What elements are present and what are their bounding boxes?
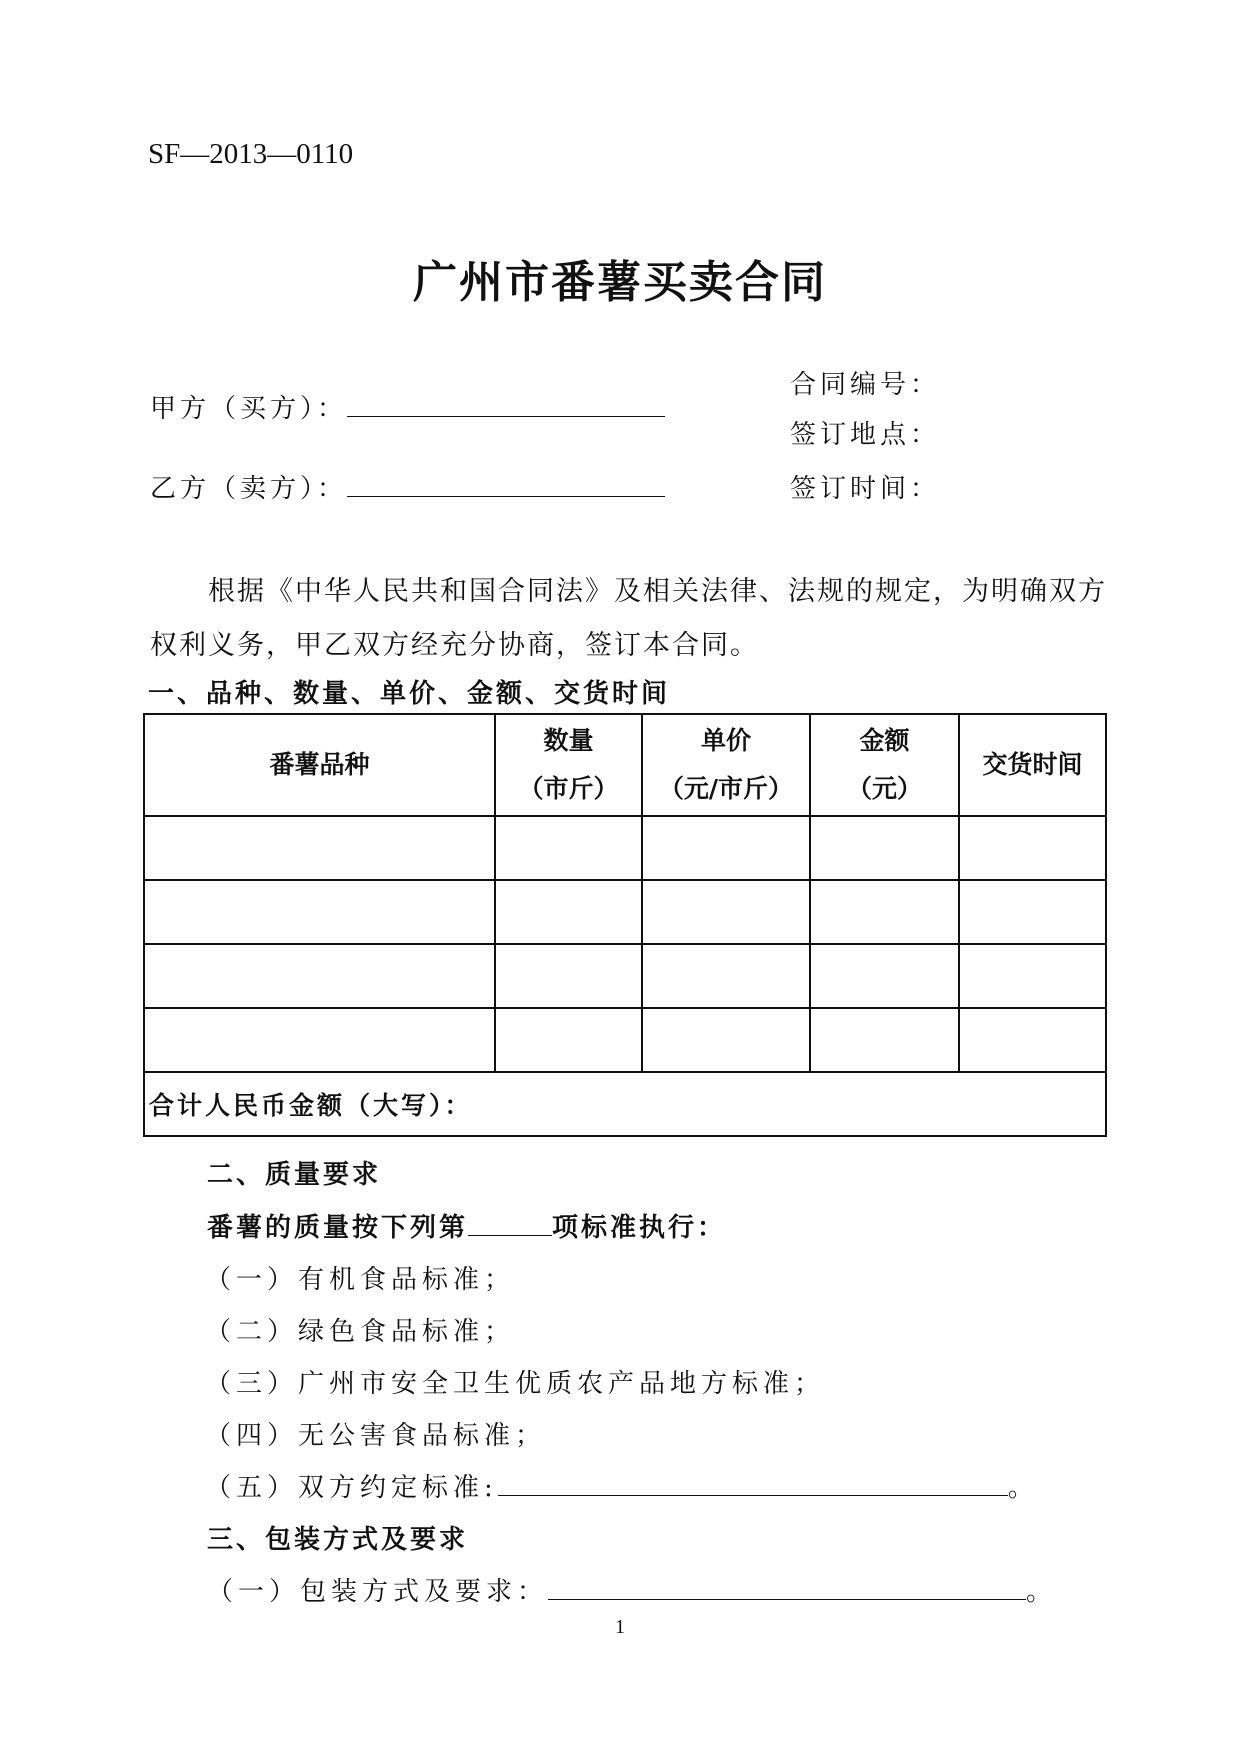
document-code: SF—2013—0110 bbox=[148, 138, 354, 170]
table-cell[interactable] bbox=[144, 944, 495, 1008]
party-b-row bbox=[150, 468, 665, 505]
section-3-heading: 三、包装方式及要求 bbox=[207, 1525, 469, 1555]
party-a-blank[interactable] bbox=[347, 392, 665, 417]
header-variety: 番薯品种 bbox=[144, 714, 495, 816]
total-amount-label[interactable]: 合计人民币金额（大写）： bbox=[144, 1072, 1106, 1136]
period: 。 bbox=[1007, 1473, 1039, 1503]
table-cell[interactable] bbox=[959, 944, 1106, 1008]
party-b-label: 乙方（卖方）： bbox=[150, 474, 348, 504]
table-cell[interactable] bbox=[144, 816, 495, 880]
quality-item: （四）无公害食品标准； bbox=[205, 1421, 547, 1451]
table-cell[interactable] bbox=[642, 816, 810, 880]
quality-item-agreed bbox=[205, 1467, 1039, 1504]
packaging-blank[interactable] bbox=[548, 1575, 1026, 1600]
table-cell[interactable] bbox=[959, 1008, 1106, 1072]
table-cell[interactable] bbox=[810, 944, 959, 1008]
table-cell[interactable] bbox=[642, 1008, 810, 1072]
table-cell[interactable] bbox=[810, 1008, 959, 1072]
section-1-heading: 一、品种、数量、单价、金额、交货时间 bbox=[148, 679, 671, 709]
table-cell[interactable] bbox=[810, 816, 959, 880]
packaging-label: （一）包装方式及要求： bbox=[207, 1577, 549, 1607]
table-cell[interactable] bbox=[495, 880, 642, 944]
period: 。 bbox=[1026, 1577, 1058, 1607]
table-cell[interactable] bbox=[495, 1008, 642, 1072]
party-b-blank[interactable] bbox=[347, 472, 665, 497]
table-cell[interactable] bbox=[642, 944, 810, 1008]
quality-intro-text: 番薯的质量按下列第 bbox=[207, 1213, 469, 1243]
header-amount: 金额 （元） bbox=[810, 714, 959, 816]
quality-item: （一）有机食品标准； bbox=[205, 1265, 516, 1295]
quality-item-label: （五）双方约定标准: bbox=[205, 1473, 498, 1503]
table-cell[interactable] bbox=[495, 816, 642, 880]
sign-place-label: 签订地点： bbox=[790, 420, 941, 450]
table-cell[interactable] bbox=[144, 880, 495, 944]
party-a-row bbox=[150, 388, 665, 425]
standard-number-blank[interactable] bbox=[468, 1211, 552, 1236]
quality-item: （二）绿色食品标准； bbox=[205, 1317, 516, 1347]
table-cell[interactable] bbox=[959, 880, 1106, 944]
table-cell[interactable] bbox=[642, 880, 810, 944]
table-cell[interactable] bbox=[959, 816, 1106, 880]
header-unit-price: 单价 （元/市斤） bbox=[642, 714, 810, 816]
quality-item: （三）广州市安全卫生优质农产品地方标准； bbox=[205, 1369, 826, 1399]
party-a-label: 甲方（买方）： bbox=[150, 394, 348, 424]
table-cell[interactable] bbox=[495, 944, 642, 1008]
header-quantity: 数量 （市斤） bbox=[495, 714, 642, 816]
table-row bbox=[144, 816, 1106, 880]
goods-table bbox=[143, 713, 1107, 1137]
table-row bbox=[144, 880, 1106, 944]
sign-time-label: 签订时间： bbox=[790, 474, 941, 504]
table-row bbox=[144, 944, 1106, 1008]
preamble-paragraph: 根据《中华人民共和国合同法》及相关法律、法规的规定，为明确双方权利义务，甲乙双方经充分协商，签订本合同。 bbox=[150, 576, 1107, 661]
table-row bbox=[144, 1008, 1106, 1072]
quality-intro-text-end: 项标准执行： bbox=[552, 1213, 727, 1243]
section-2-heading: 二、质量要求 bbox=[207, 1160, 382, 1190]
total-row bbox=[144, 1072, 1106, 1136]
header-delivery-time: 交货时间 bbox=[959, 714, 1106, 816]
page-title: 广州市番薯买卖合同 bbox=[413, 257, 827, 308]
table-cell[interactable] bbox=[810, 880, 959, 944]
page-number: 1 bbox=[615, 1616, 625, 1638]
contract-number-label: 合同编号： bbox=[790, 370, 941, 400]
packaging-item bbox=[207, 1571, 1057, 1608]
agreed-standard-blank[interactable] bbox=[498, 1471, 1008, 1496]
table-header-row bbox=[144, 714, 1106, 816]
table-cell[interactable] bbox=[144, 1008, 495, 1072]
quality-intro bbox=[207, 1207, 726, 1244]
